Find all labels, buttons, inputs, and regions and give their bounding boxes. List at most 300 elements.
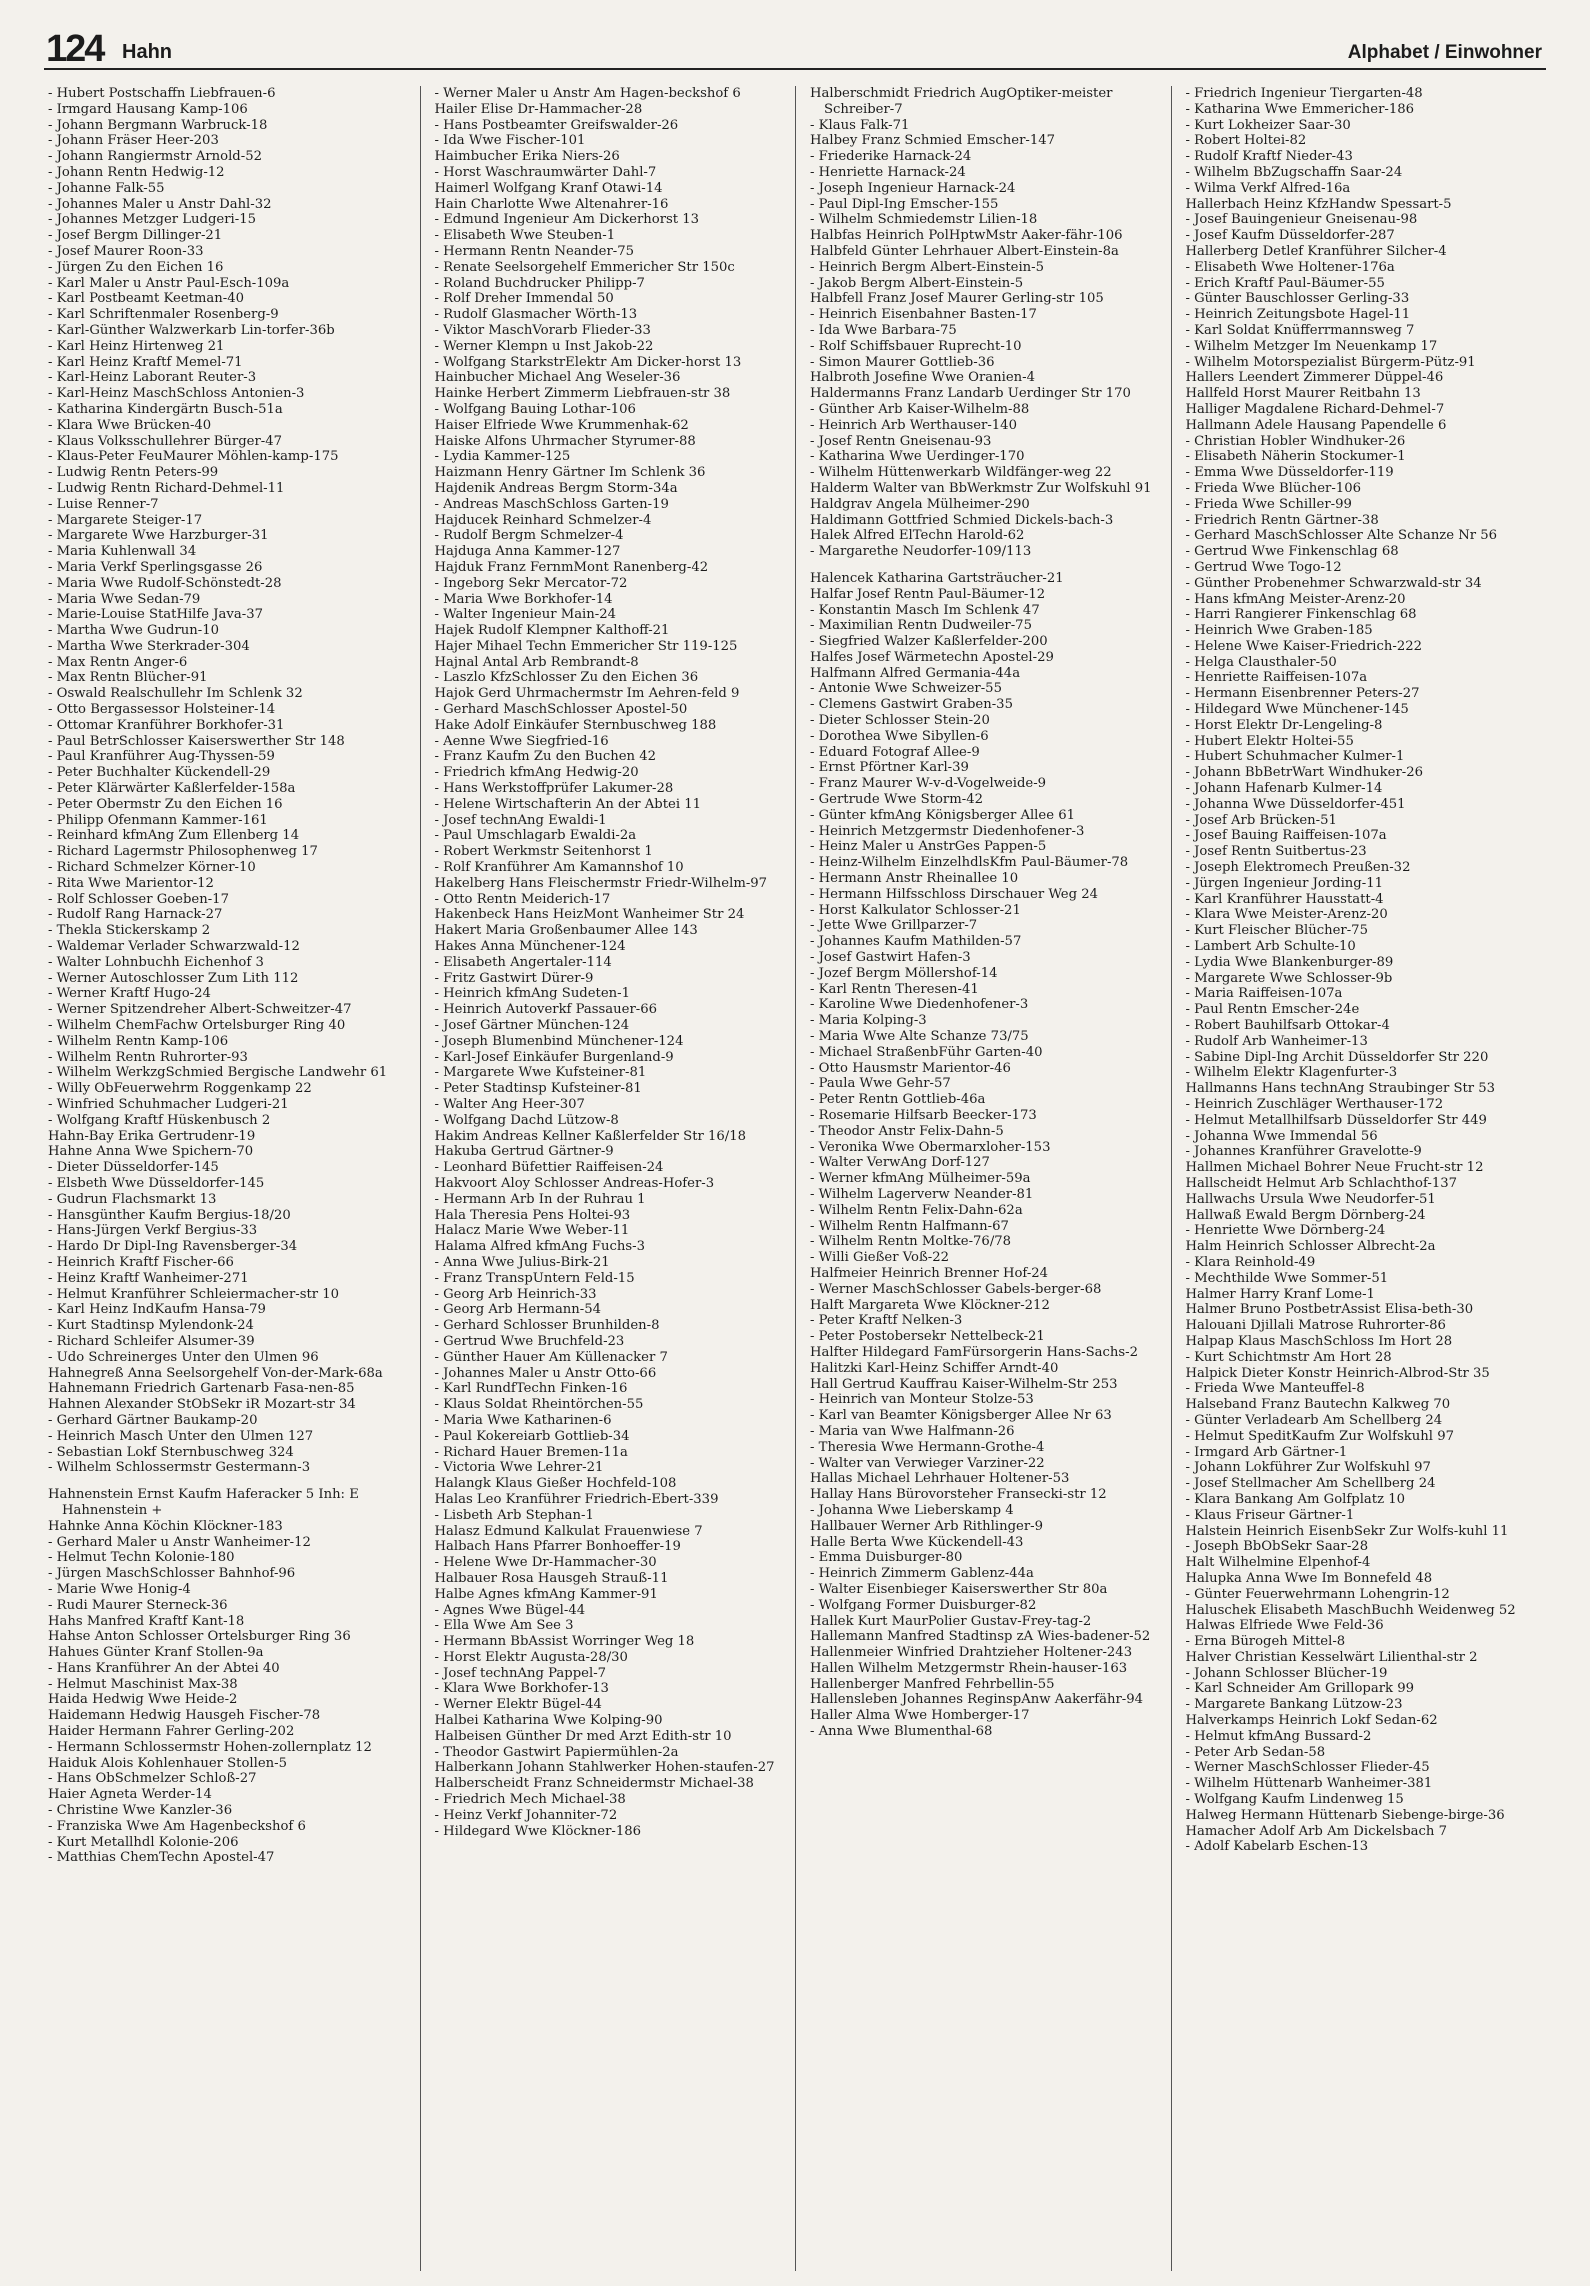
directory-entry: Hallerbach Heinz KfzHandw Spessart-5: [1185, 196, 1452, 212]
directory-entry: - Helene Wwe Dr-Hammacher-30: [434, 1555, 657, 1571]
directory-entry: - Hubert Postschaffn Liebfrauen-6: [48, 86, 276, 101]
directory-entry: - Henriette Harnack-24: [810, 164, 966, 180]
directory-entry: - Henriette Raiffeisen-107a: [1185, 670, 1368, 686]
directory-entry: - Heinz Verkf Johanniter-72: [434, 1807, 618, 1823]
directory-entry: - Wilhelm Metzger Im Neuenkamp 17: [1185, 338, 1438, 354]
directory-entry: - Maria Kolping-3: [810, 1013, 927, 1029]
directory-entry: - Heinrich Metzgermstr Diedenhofener-3: [810, 823, 1085, 839]
directory-entry: - Friedrich kfmAng Hedwig-20: [434, 765, 639, 781]
directory-entry: - Johannes Kaufm Mathilden-57: [810, 934, 1022, 950]
directory-entry: - Kurt Lokheizer Saar-30: [1185, 117, 1351, 133]
directory-entry: - Elisabeth Wwe Holtener-176a: [1185, 259, 1395, 275]
directory-entry: - Werner kfmAng Mülheimer-59a: [810, 1171, 1031, 1187]
directory-entry: Halmer Bruno PostbetrAssist Elisa-beth-30: [1185, 1302, 1474, 1318]
directory-entry: - Wolfgang Kraftf Hüskenbusch 2: [48, 1112, 271, 1128]
directory-entry: - Lydia Wwe Blankenburger-89: [1185, 954, 1394, 970]
directory-entry: - Elisabeth Angertaler-114: [434, 954, 612, 970]
directory-entry: Halangk Klaus Gießer Hochfeld-108: [434, 1476, 677, 1492]
directory-entry: - Richard Schleifer Alsumer-39: [48, 1333, 255, 1349]
directory-entry: - Kurt Stadtinsp Mylendonk-24: [48, 1318, 254, 1334]
directory-entry: Hajducek Reinhard Schmelzer-4: [434, 512, 652, 528]
directory-entry: Hahn-Bay Erika Gertrudenr-19: [48, 1128, 256, 1144]
directory-entry: Hakert Maria Großenbaumer Allee 143: [434, 923, 698, 939]
directory-entry: - Wilhelm Lagerverw Neander-81: [810, 1186, 1034, 1202]
directory-entry: Halfes Josef Wärmetechn Apostel-29: [810, 649, 1054, 665]
directory-entry: - Ludwig Rentn Peters-99: [48, 465, 219, 481]
directory-entry: - Johanne Falk-55: [48, 180, 165, 196]
directory-entry: - Agnes Wwe Bügel-44: [434, 1602, 586, 1618]
directory-entry: - Johann Hafenarb Kulmer-14: [1185, 781, 1383, 797]
directory-entry: - Josef Bauing Raiffeisen-107a: [1185, 828, 1387, 844]
directory-entry: - Frieda Wwe Blücher-106: [1185, 480, 1361, 496]
directory-entry: - Helmut kfmAng Bussard-2: [1185, 1728, 1372, 1744]
directory-entry: - Theodor Anstr Felix-Dahn-5: [810, 1123, 1004, 1139]
directory-entry: - Frieda Wwe Schiller-99: [1185, 496, 1352, 512]
directory-entry: Haiser Elfriede Wwe Krummenhak-62: [434, 417, 689, 433]
directory-entry: - Christian Hobler Windhuker-26: [1185, 433, 1406, 449]
directory-entry: - Wilhelm Rentn Kamp-106: [48, 1033, 229, 1049]
directory-entry: Hakvoort Aloy Schlosser Andreas-Hofer-3: [434, 1175, 715, 1191]
directory-entry: - Marie Wwe Honig-4: [48, 1581, 191, 1597]
directory-entry: - Peter Rentn Gottlieb-46a: [810, 1092, 986, 1108]
directory-entry: - Hermann Schlossermstr Hohen-zollernplatz 12: [48, 1739, 372, 1755]
directory-entry: Halama Alfred kfmAng Fuchs-3: [434, 1239, 646, 1255]
directory-entry: - Marie-Louise StatHilfe Java-37: [48, 607, 263, 623]
page-keyword: Hahn: [122, 41, 172, 63]
directory-entry: Halencek Katharina Gartsträucher-21: [810, 570, 1064, 586]
directory-entry: - Jozef Bergm Möllershof-14: [810, 965, 998, 981]
directory-entry: - Anna Wwe Julius-Birk-21: [434, 1254, 610, 1270]
directory-entry: - Theodor Gastwirt Papiermühlen-2a: [434, 1744, 679, 1760]
directory-entry: - Heinrich Kraftf Fischer-66: [48, 1254, 234, 1270]
directory-entry: - Lydia Kammer-125: [434, 449, 571, 465]
directory-entry: Hahnemann Friedrich Gartenarb Fasa-nen-85: [48, 1381, 355, 1397]
directory-entry: - Rosemarie Hilfsarb Beecker-173: [810, 1108, 1037, 1123]
directory-entry: - Hardo Dr Dipl-Ing Ravensberger-34: [48, 1239, 298, 1255]
directory-entry: Hahnenstein Ernst Kaufm Haferacker 5 Inh: E Hahnenstein +: [48, 1487, 359, 1518]
directory-entry: - Rudolf Kraftf Nieder-43: [1185, 149, 1353, 165]
directory-entry: - Udo Schreinerges Unter den Ulmen 96: [48, 1349, 319, 1365]
directory-entry: - Helmut Maschinist Max-38: [48, 1676, 238, 1692]
directory-entry: - Klaus Soldat Rheintörchen-55: [434, 1397, 644, 1413]
directory-entry: - Heinrich Masch Unter den Ulmen 127: [48, 1428, 314, 1444]
directory-entry: Halpick Dieter Konstr Heinrich-Albrod-Str 35: [1185, 1365, 1490, 1381]
directory-entry: Halbeisen Günther Dr med Arzt Edith-str 10: [434, 1728, 732, 1744]
directory-entry: - Paul Kokereiarb Gottlieb-34: [434, 1428, 630, 1444]
directory-entry: - Roland Buchdrucker Philipp-7: [434, 275, 645, 291]
directory-entry: - Lambert Arb Schulte-10: [1185, 939, 1356, 955]
directory-entry: - Hermann Anstr Rheinallee 10: [810, 871, 1019, 887]
directory-entry: - Maria Wwe Rudolf-Schönstedt-28: [48, 575, 282, 591]
directory-entry: - Maria Wwe Alte Schanze 73/75: [810, 1029, 1029, 1045]
directory-entry: - Klaus Volksschullehrer Bürger-47: [48, 433, 283, 449]
directory-entry: - Jette Wwe Grillparzer-7: [810, 918, 978, 934]
directory-entry: - Heinrich kfmAng Sudeten-1: [434, 986, 631, 1002]
directory-entry: - Klara Wwe Borkhofer-13: [434, 1681, 609, 1697]
directory-entry: - Josef Gärtner München-124: [434, 1018, 630, 1034]
directory-entry: - Anna Wwe Blumenthal-68: [810, 1724, 993, 1740]
directory-entry: - Karl-Josef Einkäufer Burgenland-9: [434, 1049, 674, 1065]
directory-entry: - Peter Arb Sedan-58: [1185, 1744, 1326, 1760]
directory-entry: - Paul Dipl-Ing Emscher-155: [810, 196, 999, 212]
directory-entry: - Karl Kranführer Hausstatt-4: [1185, 891, 1384, 907]
directory-entry: - Hans Kranführer An der Abtei 40: [48, 1660, 280, 1676]
directory-entry: - Maria van Wwe Halfmann-26: [810, 1423, 1015, 1439]
directory-entry: - Walter VerwAng Dorf-127: [810, 1155, 990, 1171]
directory-entry: - Johanna Wwe Immendal 56: [1185, 1128, 1378, 1144]
directory-entry: - Wilhelm ChemFachw Ortelsburger Ring 40: [48, 1018, 346, 1034]
directory-entry: Hajdenik Andreas Bergm Storm-34a: [434, 480, 678, 496]
directory-entry: - Rolf Schlosser Goeben-17: [48, 891, 229, 907]
directory-entry: - Heinrich van Monteur Stolze-53: [810, 1392, 1034, 1408]
directory-entry: - Wilhelm Rentn Felix-Dahn-62a: [810, 1202, 1023, 1218]
directory-entry: - Wilhelm Elektr Klagenfurter-3: [1185, 1065, 1398, 1081]
directory-entry: - Emma Wwe Düsseldorfer-119: [1185, 465, 1394, 481]
directory-entry: - Antonie Wwe Schweizer-55: [810, 681, 1002, 697]
directory-entry: Hahne Anna Wwe Spichern-70: [48, 1144, 254, 1160]
directory-entry: - Harri Rangierer Finkenschlag 68: [1185, 607, 1417, 623]
directory-entry: - Katharina Kindergärtn Busch-51a: [48, 401, 283, 417]
directory-entry: - Philipp Ofenmann Kammer-161: [48, 812, 268, 828]
directory-entry: - Franz TranspUntern Feld-15: [434, 1270, 635, 1286]
directory-entry: - Franz Maurer W-v-d-Vogelweide-9: [810, 776, 1047, 792]
directory-entry: - Johann Schlosser Blücher-19: [1185, 1665, 1388, 1681]
directory-entry: - Victoria Wwe Lehrer-21: [434, 1460, 604, 1476]
directory-entry: - Ida Wwe Fischer-101: [434, 133, 586, 149]
directory-entry: - Werner Spitzendreher Albert-Schweitzer-47: [48, 1002, 352, 1018]
directory-entry: - Reinhard kfmAng Zum Ellenberg 14: [48, 828, 300, 844]
directory-entry: - Otto Bergassessor Holsteiner-14: [48, 702, 276, 718]
directory-entry: - Veronika Wwe Obermarxloher-153: [810, 1139, 1051, 1155]
directory-entry: - Klaus-Peter FeuMaurer Möhlen-kamp-175: [48, 449, 339, 465]
directory-entry: Halfter Hildegard FamFürsorgerin Hans-Sachs-2: [810, 1344, 1138, 1360]
directory-entry: Hala Theresia Pens Holtei-93: [434, 1207, 631, 1223]
directory-entry: - Edmund Ingenieur Am Dickerhorst 13: [434, 212, 700, 228]
directory-entry: - Karl Heinz Hirtenweg 21: [48, 338, 225, 354]
directory-entry: - Klara Reinhold-49: [1185, 1254, 1316, 1270]
directory-entry: - Hans-Jürgen Verkf Bergius-33: [48, 1223, 258, 1239]
directory-entry: Halberscheidt Franz Schneidermstr Michael-38: [434, 1776, 754, 1792]
directory-entry: - Clemens Gastwirt Graben-35: [810, 697, 1013, 713]
directory-entry: - Heinrich Zeitungsbote Hagel-11: [1185, 307, 1411, 323]
directory-entry: Hallbauer Werner Arb Rithlinger-9: [810, 1518, 1044, 1534]
directory-entry: Hallen Wilhelm Metzgermstr Rhein-hauser-163: [810, 1660, 1128, 1676]
directory-entry: - Karl-Heinz Laborant Reuter-3: [48, 370, 257, 386]
directory-entry: - Hermann Arb In der Ruhrau 1: [434, 1191, 646, 1207]
directory-entry: - Luise Renner-7: [48, 496, 159, 512]
directory-entry: - Karl-Günther Walzwerkarb Lin-torfer-36b: [48, 322, 335, 338]
directory-entry: Halbe Agnes kfmAng Kammer-91: [434, 1586, 658, 1602]
directory-entry: Halbach Hans Pfarrer Bonhoeffer-19: [434, 1539, 681, 1555]
directory-entry: - Karl-Heinz MaschSchloss Antonien-3: [48, 386, 305, 402]
directory-entry: - Jürgen MaschSchlosser Bahnhof-96: [48, 1566, 296, 1582]
directory-entry: - Johannes Maler u Anstr Otto-66: [434, 1365, 657, 1381]
directory-entry: Hamacher Adolf Arb Am Dickelsbach 7: [1185, 1823, 1448, 1839]
directory-entry: - Hildegard Wwe Klöckner-186: [434, 1823, 642, 1839]
directory-entry: - Wolfgang Dachd Lützow-8: [434, 1112, 619, 1128]
directory-entry: - Günter kfmAng Königsberger Allee 61: [810, 807, 1075, 823]
directory-entry: Hajer Mihael Techn Emmericher Str 119-125: [434, 638, 738, 654]
directory-entry: - Karl Maler u Anstr Paul-Esch-109a: [48, 275, 290, 291]
directory-entry: - Jürgen Zu den Eichen 16: [48, 259, 224, 275]
directory-entry: - Helmut Metallhilfsarb Düsseldorfer Str 449: [1185, 1112, 1487, 1128]
directory-entry: - Winfried Schuhmacher Ludgeri-21: [48, 1097, 289, 1112]
directory-entry: - Karl Heinz IndKaufm Hansa-79: [48, 1302, 266, 1318]
directory-entry: - Christine Wwe Kanzler-36: [48, 1803, 233, 1819]
directory-entry: - Josef Stellmacher Am Schellberg 24: [1185, 1476, 1436, 1492]
directory-entry: - Jürgen Ingenieur Jording-11: [1185, 875, 1383, 891]
directory-entry: - Friedrich Rentn Gärtner-38: [1185, 512, 1379, 528]
directory-entry: - Karl Soldat Knüfferrmannsweg 7: [1185, 322, 1415, 338]
directory-entry: - Wilhelm Hüttenwerkarb Wildfänger-weg 22: [810, 465, 1112, 481]
directory-entry: - Walter Eisenbieger Kaiserswerther Str 80a: [810, 1581, 1108, 1597]
directory-entry: Hakim Andreas Kellner Kaßlerfelder Str 16/18: [434, 1128, 747, 1144]
directory-entry: - Joseph BbObSekr Saar-28: [1185, 1539, 1369, 1555]
directory-entry: - Paul BetrSchlosser Kaiserswerther Str 148: [48, 733, 345, 749]
directory-entry: - Hermann Rentn Neander-75: [434, 243, 634, 259]
directory-entry: - Johanna Wwe Lieberskamp 4: [810, 1502, 1014, 1518]
directory-entry: Haidemann Hedwig Hausgeh Fischer-78: [48, 1708, 321, 1724]
directory-entry: - Gertrude Wwe Storm-42: [810, 792, 983, 808]
directory-entry: Haier Agneta Werder-14: [48, 1787, 212, 1803]
directory-entry: - Friedrich Ingenieur Tiergarten-48: [1185, 86, 1423, 101]
directory-entry: - Heinrich Wwe Graben-185: [1185, 623, 1373, 639]
directory-entry: - Emma Duisburger-80: [810, 1550, 963, 1566]
directory-entry: - Robert Werkmstr Seitenhorst 1: [434, 844, 653, 860]
directory-entry: Hallay Hans Bürovorsteher Fransecki-str 12: [810, 1487, 1107, 1503]
directory-entry: - Heinrich Arb Werthauser-140: [810, 417, 1017, 433]
directory-entry: Halstein Heinrich EisenbSekr Zur Wolfs-kuhl 11: [1185, 1523, 1509, 1539]
directory-entry: Halfar Josef Rentn Paul-Bäumer-12: [810, 586, 1046, 602]
directory-entry: Hallmann Adele Hausang Papendelle 6: [1185, 417, 1447, 433]
directory-entry: - Sebastian Lokf Sternbuschweg 324: [48, 1444, 294, 1460]
directory-entry: Halliger Magdalene Richard-Dehmel-7: [1185, 401, 1445, 417]
directory-entry: - Josef Maurer Roon-33: [48, 243, 204, 259]
directory-entry: - Frieda Wwe Manteuffel-8: [1185, 1381, 1365, 1397]
directory-entry: - Josef technAng Ewaldi-1: [434, 812, 607, 828]
directory-entry: - Otto Hausmstr Marientor-46: [810, 1060, 1011, 1076]
directory-entry: - Max Rentn Anger-6: [48, 654, 188, 670]
directory-entry: - Erna Bürogeh Mittel-8: [1185, 1634, 1346, 1650]
directory-entry: Halverkamps Heinrich Lokf Sedan-62: [1185, 1713, 1438, 1729]
directory-entry: - Ida Wwe Barbara-75: [810, 322, 957, 338]
directory-entry: - Peter Klärwärter Kaßlerfelder-158a: [48, 781, 296, 797]
directory-entry: - Wilma Verkf Alfred-16a: [1185, 180, 1351, 196]
directory-entry: Hahnegreß Anna Seelsorgehelf Von-der-Mark-68a: [48, 1365, 383, 1381]
directory-entry: - Wolfgang StarkstrElektr Am Dicker-horst 13: [434, 354, 742, 370]
directory-entry: Halseband Franz Bautechn Kalkweg 70: [1185, 1397, 1451, 1413]
directory-entry: - Elsbeth Wwe Düsseldorfer-145: [48, 1175, 265, 1191]
directory-entry: - Mechthilde Wwe Sommer-51: [1185, 1270, 1389, 1286]
directory-entry: - Josef Kaufm Düsseldorfer-287: [1185, 228, 1395, 244]
directory-entry: - Paul Umschlagarb Ewaldi-2a: [434, 828, 637, 844]
directory-entry: - Hans kfmAng Meister-Arenz-20: [1185, 591, 1406, 607]
directory-entry: Hallwachs Ursula Wwe Neudorfer-51: [1185, 1191, 1436, 1207]
directory-entry: Halupka Anna Wwe Im Bonnefeld 48: [1185, 1570, 1433, 1586]
directory-entry: Haider Hermann Fahrer Gerling-202: [48, 1724, 295, 1740]
directory-entry: - Heinz-Wilhelm EinzelhdlsKfm Paul-Bäumer-78: [810, 855, 1129, 871]
directory-entry: - Gertrud Wwe Bruchfeld-23: [434, 1333, 625, 1349]
directory-entry: - Johann Rangiermstr Arnold-52: [48, 149, 262, 165]
directory-entry: - Peter Postobersekr Nettelbeck-21: [810, 1329, 1045, 1345]
directory-entry: - Richard Schmelzer Körner-10: [48, 860, 256, 876]
directory-entry: - Heinz Kraftf Wanheimer-271: [48, 1270, 249, 1286]
directory-entry: Halberkann Johann Stahlwerker Hohen-staufen-27: [434, 1760, 775, 1776]
directory-entry: Hakelberg Hans Fleischermstr Friedr-Wilhelm-97: [434, 875, 768, 891]
directory-entry: - Richard Hauer Bremen-11a: [434, 1444, 628, 1460]
directory-entry: - Friederike Harnack-24: [810, 149, 972, 165]
directory-entry: Hallwaß Ewald Bergm Dörnberg-24: [1185, 1207, 1426, 1223]
directory-entry: - Ingeborg Sekr Mercator-72: [434, 575, 628, 591]
directory-entry: Halbfeld Günter Lehrhauer Albert-Einstein-8a: [810, 243, 1119, 259]
directory-entry: - Gudrun Flachsmarkt 13: [48, 1191, 217, 1207]
directory-entry: - Werner Elektr Bügel-44: [434, 1697, 602, 1713]
directory-entry: - Rudolf Glasmacher Wörth-13: [434, 307, 638, 323]
column-4: [1171, 86, 1547, 2271]
directory-entry: - Waldemar Verlader Schwarzwald-12: [48, 939, 300, 955]
directory-entry: - Willi Gießer Voß-22: [810, 1250, 949, 1266]
directory-entry: - Maria Wwe Sedan-79: [48, 591, 201, 607]
directory-entry: - Eduard Fotograf Allee-9: [810, 744, 980, 760]
directory-entry: - Ottomar Kranführer Borkhofer-31: [48, 717, 285, 733]
directory-entry: - Robert Bauhilfsarb Ottokar-4: [1185, 1018, 1390, 1034]
directory-entry: - Rudi Maurer Sterneck-36: [48, 1597, 228, 1613]
directory-entry: - Hans ObSchmelzer Schloß-27: [48, 1771, 257, 1787]
column-3: [795, 86, 1171, 2271]
directory-entry: - Wilhelm Schlossermstr Gestermann-3: [48, 1460, 311, 1476]
directory-entry: Halbauer Rosa Hausgeh Strauß-11: [434, 1570, 669, 1586]
directory-entry: - Horst Elektr Dr-Lengeling-8: [1185, 717, 1383, 733]
directory-entry: Hajnal Antal Arb Rembrandt-8: [434, 654, 639, 670]
directory-entry: - Josef Rentn Gneisenau-93: [810, 433, 992, 449]
directory-entry: - Sabine Dipl-Ing Archit Düsseldorfer Str 220: [1185, 1049, 1489, 1065]
directory-entry: - Walter Ingenieur Main-24: [434, 607, 617, 623]
directory-entry: Halacz Marie Wwe Weber-11: [434, 1223, 630, 1239]
directory-entry: - Kurt Schichtmstr Am Hort 28: [1185, 1349, 1392, 1365]
directory-entry: - Karl Heinz Kraftf Memel-71: [48, 354, 243, 370]
directory-entry: - Richard Lagermstr Philosophenweg 17: [48, 844, 318, 860]
directory-entry: - Irmgard Hausang Kamp-106: [48, 101, 248, 117]
directory-entry: - Fritz Gastwirt Dürer-9: [434, 970, 594, 986]
page-header: [44, 28, 1546, 70]
directory-entry: Hainke Herbert Zimmerm Liebfrauen-str 38: [434, 386, 731, 402]
directory-entry: Hahnen Alexander StObSekr iR Mozart-str 34: [48, 1397, 356, 1413]
directory-entry: - Walter van Verwieger Varziner-22: [810, 1455, 1045, 1471]
directory-entry: - Hubert Elektr Holtei-55: [1185, 733, 1354, 749]
directory-entry: - Gerhard MaschSchlosser Apostel-50: [434, 702, 688, 718]
directory-entry: Hallers Leendert Zimmerer Düppel-46: [1185, 370, 1444, 386]
directory-entry: - Matthias ChemTechn Apostel-47: [48, 1850, 275, 1866]
directory-entry: - Günther Probenehmer Schwarzwald-str 34: [1185, 575, 1482, 591]
directory-entry: - Heinrich Bergm Albert-Einstein-5: [810, 259, 1045, 275]
directory-entry: - Konstantin Masch Im Schlenk 47: [810, 602, 1040, 618]
directory-entry: Hallenmeier Winfried Drahtzieher Holtener-243: [810, 1645, 1133, 1661]
directory-entry: - Josef Bergm Dillinger-21: [48, 228, 223, 244]
directory-entry: - Johann Rentn Hedwig-12: [48, 164, 225, 180]
directory-entry: - Josef Bauingenieur Gneisenau-98: [1185, 212, 1418, 228]
directory-entry: - Horst Kalkulator Schlosser-21: [810, 902, 1021, 918]
directory-entry: Halas Leo Kranführer Friedrich-Ebert-339: [434, 1491, 719, 1507]
section-title: Alphabet / Einwohner: [1347, 42, 1542, 63]
directory-entry: - Renate Seelsorgehelf Emmericher Str 150c: [434, 259, 735, 275]
directory-entry: - Oswald Realschullehr Im Schlenk 32: [48, 686, 303, 702]
directory-entry: - Friedrich Mech Michael-38: [434, 1792, 626, 1808]
directory-entry: Halberschmidt Friedrich AugOptiker-meister Schreiber-7: [810, 86, 1113, 117]
directory-entry: - Margarete Wwe Harzburger-31: [48, 528, 269, 544]
directory-entry: - Rolf Kranführer Am Kamannshof 10: [434, 860, 684, 876]
directory-entry: - Siegfried Walzer Kaßlerfelder-200: [810, 634, 1048, 650]
directory-entry: - Robert Holtei-82: [1185, 133, 1307, 149]
directory-entry: - Werner Klempn u Inst Jakob-22: [434, 338, 654, 354]
directory-entry: - Max Rentn Blücher-91: [48, 670, 208, 686]
directory-entry: - Horst Waschraumwärter Dahl-7: [434, 164, 657, 180]
directory-entry: Halitzki Karl-Heinz Schiffer Arndt-40: [810, 1360, 1059, 1376]
directory-entry: - Gertrud Wwe Togo-12: [1185, 559, 1342, 575]
directory-entry: - Josef technAng Pappel-7: [434, 1665, 607, 1681]
directory-entry: - Ludwig Rentn Richard-Dehmel-11: [48, 480, 285, 496]
directory-entry: Hajek Rudolf Klempner Kalthoff-21: [434, 623, 670, 639]
directory-entry: - Wilhelm Hüttenarb Wanheimer-381: [1185, 1776, 1433, 1792]
directory-entry: - Josef Rentn Suitbertus-23: [1185, 844, 1367, 860]
directory-entry: Halouani Djillali Matrose Ruhrorter-86: [1185, 1318, 1446, 1334]
directory-entry: - Wilhelm Motorspezialist Bürgerm-Pütz-91: [1185, 354, 1476, 370]
directory-entry: Haimbucher Erika Niers-26: [434, 149, 620, 165]
directory-entry: Hain Charlotte Wwe Altenahrer-16: [434, 196, 669, 212]
directory-entry: - Hermann Hilfsschloss Dirschauer Weg 24: [810, 886, 1099, 902]
directory-entry: - Rolf Dreher Immendal 50: [434, 291, 614, 307]
directory-entry: Halbroth Josefine Wwe Oranien-4: [810, 370, 1036, 386]
directory-entry: - Paul Kranführer Aug-Thyssen-59: [48, 749, 275, 765]
directory-entry: Hajok Gerd Uhrmachermstr Im Aehren-feld 9: [434, 686, 740, 702]
directory-entry: - Werner MaschSchlosser Flieder-45: [1185, 1760, 1430, 1776]
directory-entry: - Paula Wwe Gehr-57: [810, 1076, 951, 1092]
directory-entry: Hallscheidt Helmut Arb Schlachthof-137: [1185, 1175, 1458, 1191]
directory-entry: Hallek Kurt MaurPolier Gustav-Frey-tag-2: [810, 1613, 1092, 1629]
directory-entry: Hailer Elise Dr-Hammacher-28: [434, 101, 643, 117]
directory-entry: Hainbucher Michael Ang Weseler-36: [434, 370, 681, 386]
directory-entry: - Josef Gastwirt Hafen-3: [810, 950, 971, 966]
directory-entry: - Heinrich Eisenbahner Basten-17: [810, 307, 1037, 323]
directory-entry: - Werner MaschSchlosser Gabels-berger-68: [810, 1281, 1102, 1297]
directory-entry: - Dieter Schlosser Stein-20: [810, 713, 990, 729]
directory-entry: - Johannes Kranführer Gravelotte-9: [1185, 1144, 1422, 1160]
directory-entry: - Helene Wwe Kaiser-Friedrich-222: [1185, 638, 1423, 654]
directory-entry: Halfmann Alfred Germania-44a: [810, 665, 1021, 681]
directory-entry: - Katharina Wwe Uerdinger-170: [810, 449, 1025, 465]
directory-entry: - Günther Arb Kaiser-Wilhelm-88: [810, 401, 1030, 417]
directory-entry: - Heinrich Autoverkf Passauer-66: [434, 1002, 658, 1018]
directory-entry: - Simon Maurer Gottlieb-36: [810, 354, 995, 370]
directory-entry: - Karl Rentn Theresen-41: [810, 981, 979, 997]
directory-entry: Halver Christian Kesselwärt Lilienthal-str 2: [1185, 1649, 1478, 1665]
directory-entry: - Werner Autoschlosser Zum Lith 112: [48, 970, 299, 986]
directory-entry: - Werner Maler u Anstr Am Hagen-beckshof 6: [434, 86, 741, 101]
directory-entry: - Adolf Kabelarb Eschen-13: [1185, 1839, 1369, 1855]
directory-entry: - Helga Clausthaler-50: [1185, 654, 1337, 670]
directory-entry: - Walter Lohnbuchh Eichenhof 3: [48, 954, 264, 970]
directory-entry: - Wilhelm Rentn Ruhrorter-93: [48, 1049, 248, 1065]
directory-entry: - Henriette Wwe Dörnberg-24: [1185, 1223, 1386, 1239]
directory-entry: - Klaus Falk-71: [810, 117, 910, 133]
directory-entry: Hahs Manfred Kraftf Kant-18: [48, 1613, 245, 1629]
directory-entry: - Wilhelm Rentn Halfmann-67: [810, 1218, 1009, 1234]
directory-entry: - Joseph Ingenieur Harnack-24: [810, 180, 1016, 196]
directory-entry: - Karl Schriftenmaler Rosenberg-9: [48, 307, 279, 323]
directory-entry: - Katharina Wwe Emmericher-186: [1185, 101, 1415, 117]
directory-entry: Haizmann Henry Gärtner Im Schlenk 36: [434, 465, 706, 481]
directory-entry: Halft Margareta Wwe Klöckner-212: [810, 1297, 1050, 1313]
directory-entry: - Johann Fräser Heer-203: [48, 133, 219, 149]
